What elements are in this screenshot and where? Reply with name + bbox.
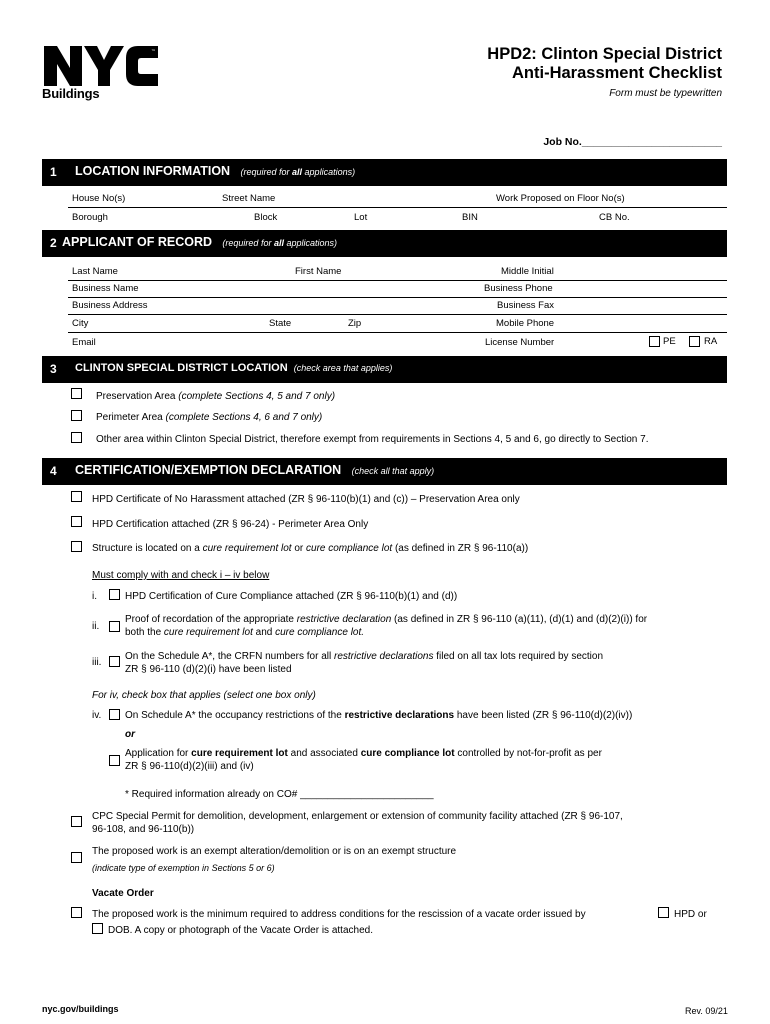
item-iii-label: iii. (92, 657, 102, 668)
house-number-field[interactable]: House No(s) (72, 193, 126, 204)
section-3-header (42, 356, 727, 383)
section-title-text: CLINTON SPECIAL DISTRICT LOCATION (75, 362, 288, 374)
business-fax-field[interactable]: Business Fax (497, 300, 555, 311)
cure-lot-checkbox[interactable] (71, 541, 82, 552)
item-i-checkbox[interactable] (109, 589, 120, 600)
first-name-field[interactable]: First Name (295, 266, 342, 277)
vacate-order-checkbox[interactable] (71, 907, 82, 918)
divider (68, 314, 727, 315)
work-floor-field[interactable]: Work Proposed on Floor No(s) (496, 193, 625, 204)
for-iv-instruction: For iv, check box that applies (select one box only) (92, 690, 316, 701)
section-title (75, 164, 355, 178)
city-field[interactable]: City (72, 318, 89, 329)
section-title (75, 362, 392, 374)
pe-checkbox[interactable] (649, 336, 660, 347)
section-note: (check all that apply) (351, 466, 435, 476)
last-name-field[interactable]: Last Name (72, 266, 118, 277)
divider (68, 207, 727, 208)
hpd-certificate-checkbox[interactable] (71, 491, 82, 502)
section-number: 1 (50, 165, 57, 179)
section-note: (required for all applications) (240, 167, 356, 177)
section-number: 4 (50, 464, 57, 478)
perimeter-area-checkbox[interactable] (71, 410, 82, 421)
item-iv-label: iv. (92, 710, 102, 721)
section-title (75, 463, 434, 477)
ra-label: RA (704, 336, 718, 347)
item-iii-checkbox[interactable] (109, 656, 120, 667)
lot-field[interactable]: Lot (354, 212, 368, 223)
item-iv-alt-text: Application for cure requirement lot and associated cure compliance lot controlled by not-for-profit as per ZR § 96-110(d)(2)(iii) and (iv) (125, 748, 602, 772)
business-phone-field[interactable]: Business Phone (484, 283, 553, 294)
vacate-hpd-label: HPD or (674, 909, 707, 920)
business-name-field[interactable]: Business Name (72, 283, 139, 294)
nyc-logo-mark (42, 42, 160, 88)
vacate-order-heading: Vacate Order (92, 888, 154, 899)
logo-subtitle: Buildings (42, 86, 100, 101)
hpd-certification-option: HPD Certification attached (ZR § 96-24) - Perimeter Area Only (92, 519, 369, 530)
preservation-area-checkbox[interactable] (71, 388, 82, 399)
business-address-field[interactable]: Business Address (72, 300, 148, 311)
vacate-hpd-checkbox[interactable] (658, 907, 669, 918)
svg-text:™: ™ (151, 49, 156, 55)
typewritten-note: Form must be typewritten (609, 88, 722, 99)
item-ii-checkbox[interactable] (109, 621, 120, 632)
footer-revision: Rev. 09/21 (685, 1006, 728, 1016)
vacate-dob-checkbox[interactable] (92, 923, 103, 934)
must-comply-heading: Must comply with and check i – iv below (92, 570, 270, 581)
street-name-field[interactable]: Street Name (222, 193, 276, 204)
form-title-line-1: HPD2: Clinton Special District (487, 45, 722, 63)
exempt-work-option: The proposed work is an exempt alteration/demolition or is on an exempt structure (92, 846, 457, 857)
item-iv-text: On Schedule A* the occupancy restrictions of the restrictive declarations have been listed (ZR § 96-110(d)(2)(iv)) (125, 710, 633, 721)
other-area-option: Other area within Clinton Special District, therefore exempt from requirements in Sections 4, 5 and 6, go directly to Section 7. (96, 434, 649, 445)
email-field[interactable]: Email (72, 337, 96, 348)
section-title-text: APPLICANT OF RECORD (62, 235, 212, 249)
divider (68, 297, 727, 298)
nyc-buildings-logo (42, 42, 162, 101)
footer-website: nyc.gov/buildings (42, 1004, 119, 1014)
section-note: (required for all applications) (222, 238, 337, 248)
section-title (62, 235, 337, 249)
section-4-header (42, 458, 727, 485)
form-title-line-2: Anti-Harassment Checklist (512, 64, 722, 82)
section-2-header (42, 230, 727, 257)
item-ii-text: Proof of recordation of the appropriate restrictive declaration (as defined in ZR § 96-110 (a)(11), (d)(1) and (d)(2)(i)) for both the cure requirement lot and cure compliance lot. (125, 614, 648, 638)
preservation-area-option: Preservation Area (complete Sections 4, 5 and 7 only) (96, 391, 336, 402)
item-i-text: HPD Certification of Cure Compliance attached (ZR § 96-110(b)(1) and (d)) (125, 591, 458, 602)
pe-label: PE (663, 336, 676, 347)
section-title-text: LOCATION INFORMATION (75, 164, 231, 178)
vacate-dob-text: DOB. A copy or photograph of the Vacate Order is attached. (108, 925, 373, 936)
borough-field[interactable]: Borough (72, 212, 108, 223)
zip-field[interactable]: Zip (348, 318, 362, 329)
cpc-permit-option: CPC Special Permit for demolition, development, enlargement or extension of community facility attached (ZR § 96-107, 96-108, and 96-110(b)) (92, 811, 623, 835)
ra-checkbox[interactable] (689, 336, 700, 347)
divider (68, 280, 727, 281)
required-info-co-field[interactable]: * Required information already on CO# ________________________ (125, 789, 434, 800)
cure-lot-option: Structure is located on a cure requirement lot or cure compliance lot (as defined in ZR § 96-110(a)) (92, 543, 529, 554)
item-i-label: i. (92, 591, 97, 602)
exempt-work-checkbox[interactable] (71, 852, 82, 863)
block-field[interactable]: Block (254, 212, 278, 223)
divider (68, 332, 727, 333)
section-number: 3 (50, 362, 57, 376)
vacate-order-text: The proposed work is the minimum required to address conditions for the rescission of a vacate order issued by (92, 909, 586, 920)
bin-field[interactable]: BIN (462, 212, 478, 223)
item-iv-alt-checkbox[interactable] (109, 755, 120, 766)
hpd-certificate-option: HPD Certificate of No Harassment attached (ZR § 96-110(b)(1) and (c)) – Preservation Area only (92, 494, 520, 505)
section-title-text: CERTIFICATION/EXEMPTION DECLARATION (75, 463, 342, 477)
exempt-work-note: (indicate type of exemption in Sections 5 or 6) (92, 863, 275, 873)
item-iii-text: On the Schedule A*, the CRFN numbers for all restrictive declarations filed on all tax lots required by section ZR § 96-110 (d)(2)(i) have been listed (125, 651, 604, 675)
or-label: or (125, 729, 135, 740)
hpd-certification-checkbox[interactable] (71, 516, 82, 527)
job-number-field[interactable]: Job No.________________________ (543, 136, 722, 148)
section-note: (check area that applies) (293, 363, 393, 373)
cb-number-field[interactable]: CB No. (599, 212, 630, 223)
perimeter-area-option: Perimeter Area (complete Sections 4, 6 and 7 only) (96, 412, 323, 423)
form-title (487, 45, 722, 83)
item-iv-checkbox[interactable] (109, 709, 120, 720)
mobile-phone-field[interactable]: Mobile Phone (496, 318, 555, 329)
state-field[interactable]: State (269, 318, 292, 329)
section-1-header (42, 159, 727, 186)
item-ii-label: ii. (92, 621, 100, 632)
middle-initial-field[interactable]: Middle Initial (501, 266, 554, 277)
section-number: 2 (50, 236, 57, 250)
license-number-field[interactable]: License Number (485, 337, 555, 348)
cpc-permit-checkbox[interactable] (71, 816, 82, 827)
other-area-checkbox[interactable] (71, 432, 82, 443)
